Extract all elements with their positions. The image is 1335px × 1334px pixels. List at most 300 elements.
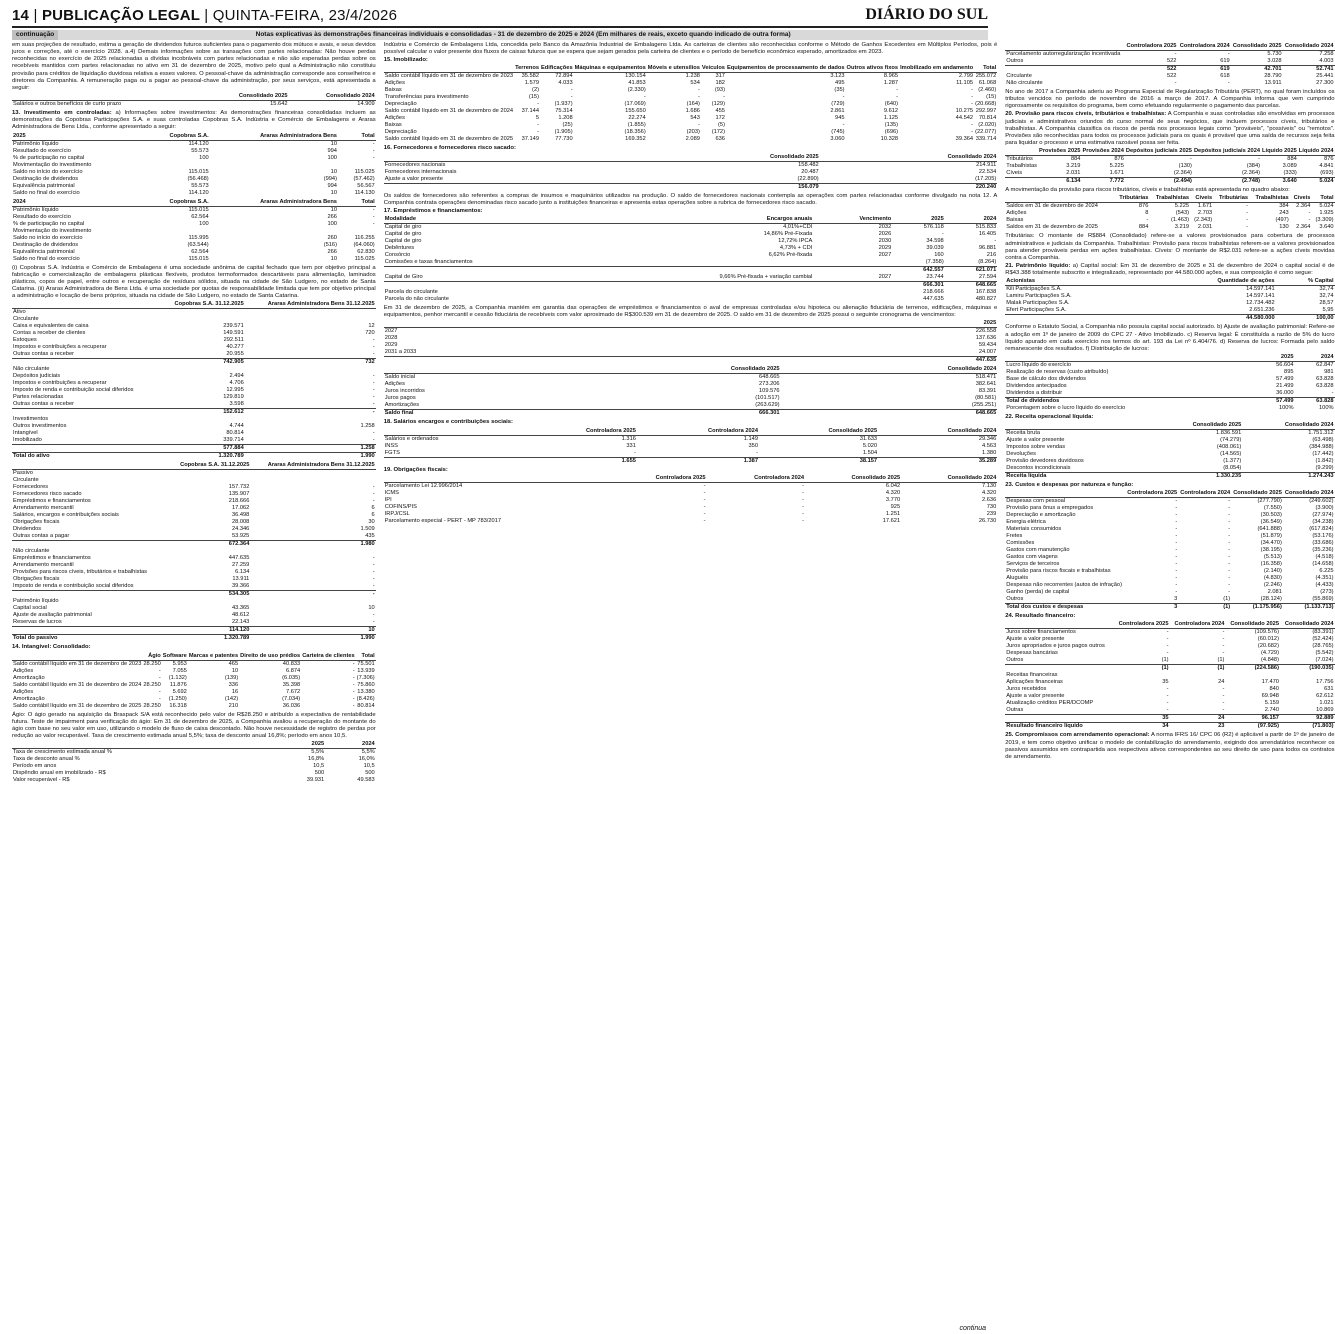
- table-cell: -: [372, 612, 375, 619]
- notes-title: Notas explicativas às demonstrações financeiras individuais e consolidadas - 31 de dezembro de 2025 e 2024 (Em milhares de reais, exceto quando indicado de outra forma): [255, 31, 791, 38]
- table-row: [12, 562, 376, 569]
- table-cell: 576.118: [923, 224, 944, 231]
- table-cell: 4.003: [1319, 58, 1334, 64]
- table-cell: [12, 445, 159, 453]
- column-header: [12, 462, 168, 470]
- table-cell: (56.468): [187, 175, 209, 182]
- table-cell: Destinação de dividendos: [13, 241, 79, 248]
- column-header: Consolidado 2024: [781, 366, 998, 374]
- table-cell: -: [1228, 575, 1231, 582]
- table-cell: Trabalhistas: [1006, 163, 1038, 170]
- table-cell: Reservas de lucros: [13, 619, 62, 626]
- header-left: 14 | PUBLICAÇÃO LEGAL | QUINTA-FEIRA, 23/4/2026: [12, 6, 398, 24]
- column-header: Controladora 2025: [608, 475, 707, 483]
- table-cell: (333): [1283, 170, 1297, 177]
- table-cell: 5.225: [1109, 163, 1124, 170]
- table-cell: -: [941, 231, 944, 238]
- table-cell: (8.054): [1223, 465, 1242, 472]
- table-cell: [245, 416, 376, 423]
- table-cell: 26.730: [978, 517, 997, 524]
- table-cell: Período em anos: [13, 763, 57, 770]
- table-header-row: [12, 93, 376, 101]
- table-cell: Realização de reservas (custo atribuído): [1006, 368, 1109, 375]
- table-cell: 40.277: [226, 344, 244, 351]
- table-cell: -: [352, 681, 355, 688]
- table-cell: 28.250: [143, 681, 161, 688]
- table-cell: Parcelamento especial - PERT - MP 783/2017: [384, 517, 502, 524]
- table-row: [384, 443, 998, 450]
- table-cell: 730: [986, 503, 997, 510]
- table-cell: 480.827: [975, 296, 997, 303]
- table-cell: 10: [368, 605, 375, 612]
- table-cell: 884: [1287, 156, 1297, 163]
- table-cell: (38.195): [1260, 547, 1282, 554]
- table-cell: 28.250: [143, 702, 161, 709]
- column-header: Total: [338, 199, 376, 207]
- table-cell: 4,73% + CDI: [779, 245, 813, 252]
- table-cell: 5.692: [172, 688, 187, 695]
- table-cell: (2.460): [978, 87, 997, 94]
- table-cell: -: [802, 482, 805, 489]
- table-row: [1005, 73, 1334, 80]
- table-cell: Gastos com manutenção: [1006, 547, 1070, 554]
- table-header-row: [384, 65, 998, 73]
- column-header: Controladora 2025: [1114, 621, 1170, 629]
- table-cell: 77.730: [555, 136, 573, 143]
- table-cell: 55.573: [191, 147, 209, 154]
- table-cell: 1.274.243: [1242, 473, 1334, 481]
- table-cell: 129.819: [223, 394, 244, 401]
- table-cell: 465: [228, 660, 239, 667]
- table-row: [384, 108, 998, 115]
- table-row: [1005, 451, 1334, 458]
- table-cell: (60.012): [1257, 636, 1279, 643]
- table-cell: (384.988): [1309, 444, 1334, 451]
- table-cell: Destinação de dividendos: [13, 175, 79, 182]
- table-cell: -: [842, 122, 845, 129]
- table-cell: -: [158, 695, 161, 702]
- table-cell: -: [537, 129, 539, 136]
- table-cell: 30: [368, 519, 375, 526]
- table-cell: (22.890): [797, 175, 819, 182]
- column-header: Móveis e utensílios: [647, 65, 700, 72]
- table-cell: (16.358): [1260, 561, 1282, 568]
- table-cell: 25.441: [1316, 73, 1334, 79]
- table-cell: -: [1228, 540, 1231, 547]
- table-row: [12, 756, 376, 763]
- table-cell: (4.729): [1260, 650, 1279, 657]
- table-cell: 6.042: [885, 482, 901, 489]
- table-header-row: [1005, 148, 1334, 156]
- table-cell: -: [372, 491, 375, 498]
- table-cell: 876: [1114, 156, 1124, 163]
- table-row: [1005, 286, 1334, 294]
- table-cell: 642.557: [892, 267, 944, 275]
- table-cell: 100%: [1319, 404, 1334, 411]
- table-row: [1005, 458, 1334, 465]
- table-cell: 36.000: [1276, 389, 1294, 396]
- table-cell: 1.125: [883, 115, 899, 122]
- table-row: [384, 388, 998, 395]
- table-cell: -: [372, 401, 375, 408]
- table-cell: 115.995: [188, 234, 209, 241]
- table-cell: 2029: [384, 342, 398, 349]
- table-cell: 5.024: [1319, 203, 1334, 210]
- table-cell: 226.558: [975, 328, 997, 335]
- table-row: [1005, 519, 1334, 526]
- table-receita: [1005, 422, 1334, 480]
- paragraph: em suas projeções de resultado, estima a geração de dividendos futuros suficientes para o pagamento dos mútuos e avais, e seus devidos juros e correções, até o exercício 2028. a.4) Demais informações sobre as transações com partes relacionadas: Não houve perdas reconhecidas no exercício de 2025 relacionadas a dívidas incobráveis com partes relacionadas e não são esperadas perdas sobre os recebíveis mantidos com partes relacionadas no ativo em 31 de dezembro de 2025, motivo pelo qual a Administração não constituiu provisão para créditos de liquidação duvidosa relativa a esses valores. O pessoal-chave da administração corresponde aos conselheiros e diretores da Companhia. A remuneração paga ou a pagar ao pessoal-chave da administração, por seus serviços, está apresentada a seguir:: [12, 42, 376, 91]
- table-cell: Tributários: [1006, 156, 1033, 163]
- table-row: [1005, 307, 1334, 315]
- column-header: Consolidado 2025: [1225, 621, 1280, 629]
- table-cell: 35.582: [521, 73, 539, 80]
- table-cell: (18.356): [624, 129, 646, 136]
- column-header: [384, 65, 514, 73]
- table-cell: Lucro líquido do exercício: [1006, 361, 1072, 368]
- column-header: Consolidado 2025: [1150, 422, 1242, 430]
- table-row: [12, 206, 376, 214]
- table-cell: 5.024: [1298, 178, 1335, 186]
- table-header-row: [1005, 278, 1334, 286]
- table-cell: 266: [327, 213, 337, 220]
- table-row: [384, 357, 998, 365]
- column-header: Marcas e patentes: [188, 652, 239, 659]
- table-cell: (6.035): [282, 674, 301, 681]
- table-row: [12, 541, 376, 549]
- table-row: [384, 435, 998, 443]
- table-cell: (1.842): [1315, 458, 1334, 465]
- table-cell: 149.591: [223, 330, 244, 337]
- table-row: [12, 605, 376, 612]
- column-header: Tributárias: [1113, 195, 1149, 203]
- table-cell: Ajuste a valor presente: [1006, 437, 1065, 444]
- table-cell: (35): [834, 87, 845, 94]
- table-cell: [250, 470, 375, 478]
- table-cell: 29.346: [978, 435, 997, 442]
- table-cell: 631: [1324, 686, 1334, 693]
- table-row: [12, 668, 376, 675]
- table-cell: (994): [323, 175, 337, 182]
- table-row: [1005, 643, 1334, 650]
- column-3: [1005, 42, 1334, 1322]
- table-cell: (20.668): [975, 101, 997, 108]
- table-row: [384, 335, 998, 342]
- table-cell: (34.238): [1312, 519, 1334, 526]
- table-cell: -: [1228, 589, 1231, 596]
- table-cell: 2.081: [1267, 589, 1282, 596]
- table-cell: -: [1166, 629, 1169, 636]
- table-cell: (25): [562, 122, 573, 129]
- table-cell: 317: [715, 73, 725, 80]
- column-header: Cíveis: [1190, 195, 1213, 203]
- table-cell: 500: [314, 770, 325, 777]
- table-cell: Resultado financeiro líquido: [1005, 723, 1113, 731]
- table-cell: 16,8%: [308, 756, 325, 763]
- table-cell: [593, 289, 814, 296]
- table-cell: [245, 316, 376, 323]
- table-cell: 157.732: [228, 484, 250, 491]
- table-cell: [159, 309, 245, 317]
- column-header: Consolidado 2025: [1233, 490, 1282, 497]
- table-cell: 666.301: [892, 282, 944, 290]
- table-cell: 9.612: [883, 108, 899, 115]
- table-cell: (497): [1275, 217, 1289, 224]
- table-cell: Impostos sobre vendas: [1006, 444, 1066, 451]
- column-header: 2025: [1255, 354, 1295, 362]
- table-cell: -: [352, 667, 355, 674]
- table-row: [384, 274, 998, 282]
- table-cell: 61.068: [978, 80, 997, 87]
- table-cell: 63.828: [1316, 382, 1334, 389]
- columns: [12, 42, 1335, 1322]
- table-cell: (7.024): [1315, 657, 1334, 664]
- table-cell: (28.124): [1260, 596, 1282, 603]
- table-row: [12, 569, 376, 576]
- table-cell: (1.250): [168, 695, 187, 702]
- table-vencimentos: [384, 320, 998, 364]
- paragraph: Tributárias: O montante de R$884 (Consolidado) refere-se a valores provisionados para cobertura de processos administrativos e judiciais da Companhia. Trabalhistas: Provisão para riscos trabalhistas referem-se a valores provisionados para atender prováveis perdas em ações trabalhistas. Cíveis: O montante de R$2.031 refere-se a ações cíveis movidas contra a Companhia.: [1005, 233, 1335, 261]
- table-cell: Equivalência patrimonial: [13, 182, 75, 189]
- table-cell: -: [1258, 156, 1261, 163]
- table-cell: (1.132): [168, 674, 187, 681]
- table-row: [1005, 473, 1334, 481]
- table-cell: 7.130: [982, 482, 997, 489]
- table-cell: Patrimônio líquido: [13, 140, 59, 147]
- table-cell: 4.563: [982, 442, 997, 449]
- table-cell: 39.039: [926, 245, 944, 252]
- table-cell: 1.316: [621, 435, 636, 442]
- table-cell: Transferências para investimento: [384, 94, 469, 101]
- table-cell: (5.513): [1263, 554, 1282, 561]
- table-cell: (1): [1161, 657, 1169, 664]
- table-cell: 618: [1220, 73, 1230, 79]
- table-cell: 3.640: [1261, 178, 1298, 186]
- section-title: PUBLICAÇÃO LEGAL: [41, 6, 200, 24]
- table-cell: 216: [986, 252, 997, 259]
- table-cell: -: [697, 94, 700, 101]
- table-cell: Fornecedores internacionais: [384, 168, 457, 175]
- table-cell: -: [1166, 700, 1169, 707]
- table-cell: 10: [330, 255, 337, 262]
- table-cell: (93): [714, 87, 725, 94]
- table-cell: (277.790): [1257, 498, 1282, 505]
- table-cell: 155.650: [625, 108, 646, 115]
- table-cell: 62.847: [1316, 361, 1334, 368]
- table-cell: -: [372, 484, 375, 491]
- table-cell: Contas a receber de clientes: [13, 330, 86, 337]
- table-cell: 515.833: [975, 224, 997, 231]
- table-cell: -: [971, 122, 974, 129]
- table-cell: -: [1222, 650, 1225, 657]
- table-cell: 3.219: [1066, 163, 1081, 170]
- table-cell: -: [1246, 203, 1249, 210]
- table-cell: Obrigações fiscais: [13, 576, 60, 583]
- table-cell: -: [802, 510, 805, 517]
- table-cell: 20.955: [226, 351, 244, 358]
- table-cell: Despesas com pessoal: [1006, 498, 1066, 505]
- table-cell: % de participação no capital: [13, 220, 85, 227]
- table-cell: (2.020): [978, 122, 997, 129]
- table-cell: 260: [327, 234, 337, 241]
- table-cell: (83.391): [1312, 629, 1334, 636]
- table-cell: 648.665: [781, 410, 998, 418]
- table-row: [1005, 383, 1334, 390]
- table-cell: 2030: [878, 238, 892, 245]
- table-row: [12, 183, 376, 190]
- table-cell: -: [372, 562, 375, 569]
- table-cell: -: [158, 688, 161, 695]
- column-header: Consolidado 2024: [1283, 490, 1335, 498]
- column-header: Consolidado 2024: [1283, 43, 1335, 51]
- table-row: [12, 491, 376, 498]
- column-header: Máquinas e equipamentos: [574, 65, 646, 72]
- table-cell: 8.965: [883, 73, 899, 80]
- table-cell: 619: [1177, 66, 1230, 74]
- column-header: Líquido 2024: [1298, 148, 1334, 155]
- table-cell: (28.765): [1312, 643, 1334, 650]
- table-row: [1005, 561, 1334, 568]
- table-cell: [1005, 178, 1038, 186]
- column-header: Consolidado 2025: [642, 154, 820, 162]
- table-cell: ICMS: [384, 489, 399, 496]
- table-cell: 495: [835, 80, 845, 87]
- table-cell: 114.120: [188, 189, 209, 196]
- table-cell: Resultado do exercício: [13, 147, 71, 154]
- table-cell: (408.061): [1216, 444, 1242, 451]
- table-cell: Fornecedores nacionais: [384, 161, 446, 168]
- table-cell: 2.089: [685, 136, 700, 143]
- table-cell: 2031 a 2033: [384, 349, 417, 356]
- table-cell: 577.884: [159, 445, 245, 453]
- table-cell: [159, 416, 245, 423]
- table-cell: Taxa de desconto anual %: [13, 756, 80, 763]
- column-header: Total: [356, 653, 376, 661]
- table-cell: (14.565): [1220, 451, 1242, 458]
- table-cell: 39.931: [306, 777, 325, 784]
- table-cell: Passivo: [13, 470, 33, 477]
- column-header: [1005, 148, 1038, 156]
- table-cell: -: [971, 129, 974, 136]
- section-heading: 19. Obrigações fiscais:: [383, 466, 448, 473]
- table-cell: -: [633, 449, 636, 456]
- table-cell: [338, 228, 376, 235]
- table-cell: -: [537, 101, 539, 108]
- table-cell: Movimentação do investimento: [13, 161, 92, 168]
- table-cell: 339.714: [223, 437, 244, 444]
- table-row: [12, 323, 376, 330]
- table-row: [1005, 700, 1334, 707]
- table-cell: [245, 309, 376, 317]
- table-cell: -: [352, 660, 355, 667]
- table-cell: [813, 282, 892, 290]
- table-cell: 182: [715, 80, 725, 87]
- table-row: [384, 101, 998, 108]
- table-header-row: [384, 320, 998, 328]
- table-cell: Saldo contábil líquido em 31 de dezembro de 2025: [13, 702, 142, 709]
- table-cell: Dividendos: [13, 526, 42, 533]
- table-cell: 92.889: [1280, 715, 1335, 723]
- table-header-row: [1005, 43, 1334, 51]
- table-row: [384, 87, 998, 94]
- table-cell: 7.672: [285, 688, 301, 695]
- table-cell: Empréstimos e financiamentos: [13, 498, 91, 505]
- table-cell: 447.635: [751, 357, 997, 365]
- table-row: [384, 80, 998, 87]
- table-cell: 1.149: [743, 435, 758, 442]
- table-cell: 59.434: [978, 342, 997, 349]
- table-cell: Investimentos: [13, 416, 49, 423]
- column-1: [12, 42, 376, 1322]
- table-cell: 239: [986, 510, 997, 517]
- table-cell: Receita líquida: [1005, 473, 1150, 481]
- table-cell: -: [372, 380, 375, 387]
- table-cell: 39.366: [231, 583, 250, 590]
- table-cell: (130): [1178, 163, 1192, 170]
- column-header: 2025: [12, 133, 143, 141]
- table-cell: Lamiru Participações S.A.: [1006, 293, 1072, 300]
- table-cell: Salários e outros benefícios de curto prazo: [13, 101, 122, 108]
- table-row: [12, 512, 376, 519]
- table-cell: 32,74: [1319, 293, 1334, 300]
- table-cell: [338, 162, 376, 169]
- paragraph: Indústria e Comércio de Embalagens Ltda, concedida pelo Banco da Amazônia Industrial de Embalagens Ltda. As carteiras de clientes são reconhecidas conforme o Método de Ganhos Excedentes em Múltiplos Períodos, pois é possível calcular o valor presente dos fluxos de caixas futuros que se espera que sejam gerados pela carteira de clientes e o período de benefício econômico esperado, amortizados em 2023.: [383, 42, 998, 56]
- page-number: 14: [12, 6, 30, 24]
- table-cell: [593, 259, 814, 267]
- table-cell: Fornecedores: [13, 484, 49, 491]
- table-row: [384, 395, 998, 402]
- table-cell: -: [372, 351, 375, 358]
- table-cell: -: [1222, 686, 1225, 693]
- table-cell: (2): [532, 87, 539, 94]
- table-cell: 925: [890, 503, 901, 510]
- table-cell: 518.471: [975, 374, 997, 381]
- table-cell: -: [1175, 519, 1178, 526]
- table-cell: 1.980: [250, 541, 375, 549]
- table-cell: Empréstimos e financiamentos: [13, 555, 91, 562]
- column-header: Encargos anuais: [593, 216, 814, 224]
- table-cell: Ativo: [13, 309, 26, 316]
- table-row: [1005, 693, 1334, 700]
- table-cell: 28.250: [143, 660, 161, 667]
- table-cell: 156.079: [642, 183, 820, 191]
- table-row: [384, 259, 998, 267]
- table-cell: [210, 228, 338, 235]
- table-row: [1005, 582, 1334, 589]
- table-row: [12, 660, 376, 668]
- column-header: Controladora 2025: [1125, 490, 1178, 498]
- table-cell: 17.470: [1261, 679, 1279, 686]
- table-cell: 6: [371, 512, 375, 519]
- table-cell: -: [1175, 568, 1178, 575]
- table-row: [1005, 596, 1334, 604]
- table-cell: -: [372, 206, 375, 213]
- table-cell: -: [703, 489, 706, 496]
- table-cell: (641.888): [1257, 526, 1282, 533]
- table-cell: 75.860: [357, 681, 375, 688]
- column-header: Depósitos judiciais 2025: [1125, 148, 1192, 155]
- column-header: Veículos: [701, 65, 725, 72]
- table-impairment: [12, 741, 376, 784]
- table-row: [384, 129, 998, 136]
- table-cell: (142): [224, 695, 239, 702]
- table-cell: [1280, 672, 1335, 679]
- table-cell: Arrendamento mercantil: [13, 505, 74, 512]
- table-cell: 27.300: [1316, 80, 1334, 86]
- table-cell: [1114, 672, 1170, 679]
- table-cell: 5,5%: [311, 749, 325, 756]
- table-cell: -: [372, 373, 375, 380]
